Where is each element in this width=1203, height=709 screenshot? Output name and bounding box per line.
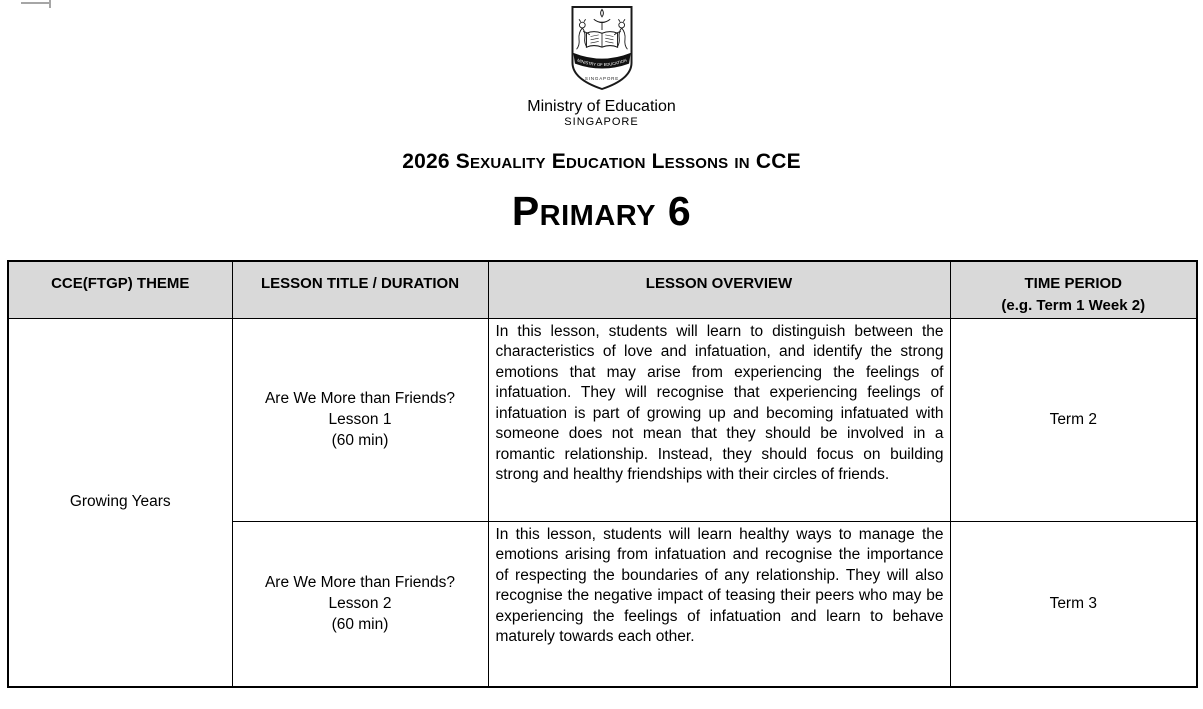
page-edge-artifact	[21, 0, 51, 8]
header-lesson-title: LESSON TITLE / DURATION	[232, 261, 488, 318]
lesson-number: Lesson 2	[328, 595, 392, 613]
org-name: Ministry of Education	[527, 98, 676, 115]
moe-crest-logo	[561, 2, 643, 94]
lesson-number: Lesson 1	[328, 411, 392, 428]
header-theme: CCE(FTGP) THEME	[8, 261, 232, 318]
table-row	[8, 318, 1197, 521]
lamp-icon	[593, 19, 609, 22]
header-time-period	[950, 261, 1197, 318]
header-time-period-example: (e.g. Term 1 Week 2)	[1001, 297, 1146, 314]
banner-subtext: SINGAPORE	[584, 75, 619, 81]
time-period-cell: Term 3	[950, 521, 1197, 687]
lesson-duration: (60 min)	[331, 432, 389, 449]
header-time-period-label: TIME PERIOD	[1024, 275, 1122, 292]
header-overview: LESSON OVERVIEW	[488, 261, 950, 318]
lesson-duration: (60 min)	[331, 616, 389, 634]
lesson-title: Are We More than Friends?	[264, 390, 456, 407]
document-title: 2026 Sexuality Education Lessons in CCE	[402, 150, 801, 173]
document-subtitle: Primary 6	[511, 188, 692, 234]
right-supporter-figure	[614, 19, 627, 49]
lesson-title-cell	[232, 318, 488, 521]
lessons-table	[7, 260, 1198, 688]
flame-icon	[600, 9, 603, 16]
artifact-vertical-tick	[49, 0, 51, 8]
lesson-title: Are We More than Friends?	[264, 574, 456, 592]
banner-text: MINISTRY OF EDUCATION	[576, 57, 627, 68]
org-subtitle: SINGAPORE	[564, 116, 639, 128]
lesson-overview-cell: In this lesson, students will learn to distinguish between the characteristics of love and infatuation, and identify the strong emotions that may arise from experiencing the feelings of infatuation. They will recognise that experiencing feelings of infatuation is part of growing up and becoming infatuated with someone does not mean that they should be involved in a romantic relationship. Instead, they should focus on building strong and healthy friendships with their circles of friends.	[488, 318, 950, 521]
left-supporter-figure	[576, 19, 589, 49]
lesson-title-cell	[232, 521, 488, 687]
time-period-cell: Term 2	[950, 318, 1197, 521]
masthead	[0, 0, 1203, 129]
lesson-overview-cell: In this lesson, students will learn healthy ways to manage the emotions arising from infatuation and recognise the importance of respecting the boundaries of any relationship. They will also recognise the negative impact of teasing their peers who may be experiencing the feelings of infatuation and learn to behave maturely towards each other.	[488, 521, 950, 687]
artifact-horizontal-line	[21, 2, 51, 4]
table-header-row	[8, 261, 1197, 318]
theme-cell: Growing Years	[8, 318, 232, 687]
